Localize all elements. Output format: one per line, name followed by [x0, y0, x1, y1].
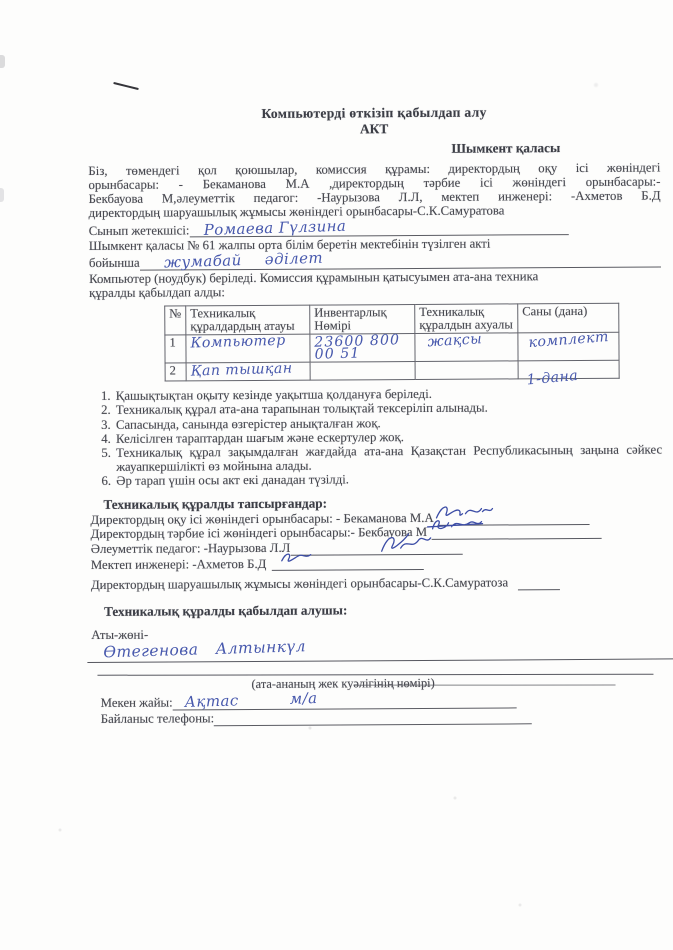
handwritten-address: Ақтас м/а	[184, 689, 318, 712]
on-behalf-line	[140, 248, 661, 272]
table-header-row	[165, 303, 619, 335]
signature-scribble-icon	[376, 529, 432, 555]
signature-line	[518, 577, 560, 590]
address-line	[173, 689, 517, 712]
signatory-label: Мектеп инженері: -Ахметов Б.Д	[90, 556, 267, 572]
class-teacher-label: Сынып жетекшісі:	[88, 222, 190, 238]
receiver-name-label: Аты-жөні-	[91, 627, 149, 642]
phone-row	[101, 710, 664, 727]
table-row	[165, 360, 619, 381]
on-behalf-row	[88, 248, 661, 272]
handover-line-2: құралды қабылдап алды:	[89, 284, 225, 300]
col-header-name: Техникалық құралдардың атауы	[186, 305, 310, 335]
signature-scribble-icon	[277, 546, 317, 568]
receiver-heading: Техникалық құралды қабылдап алушы:	[104, 602, 348, 619]
qty-cell	[518, 329, 619, 361]
pen-mark	[113, 82, 139, 90]
handwritten-qty: 1-дана	[526, 367, 579, 389]
inventory-number-cell	[310, 333, 415, 362]
receiver-name-line	[87, 636, 673, 663]
handwritten-receiver-name: Өтегенова Алтынкүл	[103, 636, 307, 661]
row-number: 1	[165, 335, 186, 363]
qty-cell	[518, 360, 619, 389]
school-line: Шымкент қаласы № 61 жалпы орта білім беретін мектебінін түзілген акті	[88, 236, 491, 254]
term-item: 1. Қашықтықтан оқыту кезінде уақытша қолдануға беріледі.	[114, 387, 662, 404]
intro-line: Біз, төмендегі қол қоюшылар, комиссия құрамы: директордың оқу ісі жөніндегі	[88, 160, 661, 179]
state-cell	[415, 333, 518, 362]
term-item: 4. Келісілген тараптардан шағым және ескертулер жоқ.	[114, 430, 662, 447]
signatory-label: Директордың тәрбие ісі жөніндегі орынбасары:- Бекбауова М	[90, 525, 428, 542]
row-number: 2	[165, 363, 186, 381]
signature-line	[271, 557, 423, 571]
signature-scribble-icon	[425, 515, 483, 537]
term-item: 3. Сапасында, санында өзгерістер анықталған жоқ.	[114, 415, 662, 432]
city-line: Шымкент қаласы	[451, 139, 561, 156]
class-teacher-line	[189, 216, 568, 239]
class-teacher-row	[88, 216, 661, 239]
term-item: 5. Техникалық құрал зақымдалған жағдайда ата-ана Қазақстан Республикасының заңына сәйкес жауапкершілікті өз мойнына алады.	[114, 444, 662, 475]
signatory-label: Директордың оқу ісі жөніндегі орынбасары: - Бекаманова М.А	[90, 510, 434, 527]
col-header-state: Техникалық құралдын ахуалы	[415, 303, 518, 333]
handwritten-inventory-number: 23600 800 00 51	[314, 332, 401, 363]
term-item: 6. Әр тарап үшін осы акт екі данадан түзілді.	[114, 472, 662, 489]
handed-over-heading: Техникалық құралды тапсырғандар:	[103, 495, 328, 513]
signatory-label: Директордың шаруашылық жұмысы жөніндегі орынбасары-С.К.Самуратоза	[90, 575, 509, 593]
intro-line: директордың шаруашылық жұмысы жөніндегі орынбасары-С.К.Самуратова	[88, 203, 505, 220]
equipment-name-cell	[186, 334, 310, 363]
handover-line-1: Компьютер (ноудбук) беріледі. Комиссия құрамынын қатысуымен ата-ана техника	[89, 269, 539, 286]
address-row	[100, 689, 664, 712]
address-label: Мекен жайы:	[100, 695, 173, 711]
table-row	[165, 332, 619, 363]
signature-row	[91, 540, 663, 557]
term-item: 2. Техникалық құрал ата-ана тарапынан толықтай тексеріліп алынады.	[114, 401, 662, 418]
col-header-qty: Саны (дана)	[518, 303, 619, 333]
signature-line	[431, 526, 601, 540]
id-caption: (ата-ананың жек куәлігінің нөмірі)	[251, 675, 435, 691]
handwritten-equipment-name: Қап тышқан	[190, 360, 293, 380]
signatory-label: Әлеуметтік педагог: -Наурызова Л.Л	[90, 540, 291, 557]
document-title: Компьютерді өткізіп қабылдап алу	[261, 104, 487, 121]
intro-paragraph	[88, 162, 660, 221]
intro-line: Бекбауова М,әлеуметтік педагог: -Наурызова Л.Л, мектеп инженері: -Ахметов Б.Д	[88, 188, 661, 206]
class-teacher-handwritten-name: Ромаева Гүлзина	[203, 216, 347, 239]
intro-line: орынбасары: - Бекаманова М.А ,директордың тәрбие ісі жөніндегі орынбасары:-	[88, 174, 661, 193]
scan-smudge	[0, 55, 5, 68]
document-content	[88, 105, 664, 727]
signature-row	[91, 555, 663, 572]
handwritten-qty: комплект	[527, 329, 610, 352]
signature-row	[91, 576, 663, 593]
phone-line	[214, 723, 532, 726]
on-behalf-label: бойынша	[88, 255, 140, 271]
on-behalf-handwritten-name: жумабай әділет	[163, 248, 324, 272]
inventory-number-cell	[310, 362, 415, 381]
equipment-table	[164, 302, 619, 389]
handwritten-equipment-name: Компьютер	[190, 332, 286, 352]
phone-label: Байланыс телефоны:	[100, 711, 215, 727]
scan-smudge	[0, 188, 4, 202]
col-header-number: №	[165, 305, 186, 335]
col-header-inventory: Инвентарлық Нөмірі	[310, 304, 415, 334]
document-subtitle: АКТ	[359, 120, 389, 137]
state-cell	[415, 361, 518, 380]
terms-list	[90, 387, 663, 490]
equipment-name-cell	[186, 362, 310, 381]
handwritten-state: жақсы	[427, 331, 483, 351]
